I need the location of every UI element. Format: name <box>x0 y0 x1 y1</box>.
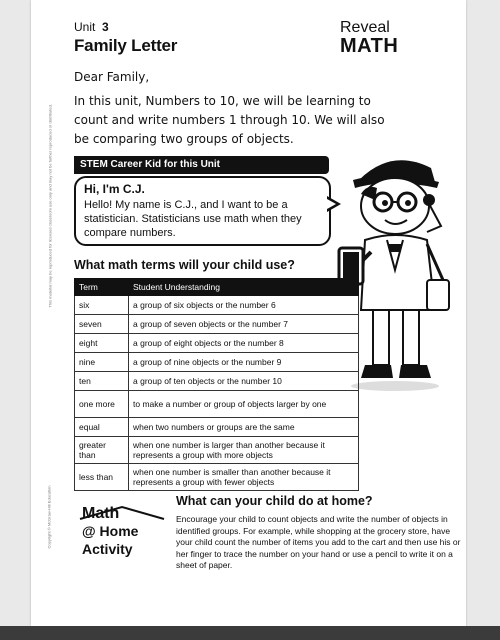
table-row: ten a group of ten objects or the number 10 <box>75 372 359 391</box>
home-activity-heading: What can your child do at home? <box>176 494 373 508</box>
terms-heading: What math terms will your child use? <box>74 258 295 272</box>
intro-letter <box>74 68 394 149</box>
home-activity-text: Encourage your child to count objects and write the number of objects in identified groups. For example, while shopping at the grocery store, have your child count the number of items you add to the cart and then use his or her finger to trace the number on your hand or use a pencil to write it on a sheet of paper. <box>176 514 461 570</box>
terms-table <box>74 278 359 491</box>
math-at-home-logo: Math @ Home Activity <box>76 505 168 565</box>
table-header-row <box>75 279 359 296</box>
unit-number: 3 <box>102 20 109 34</box>
table-row: six a group of six objects or the number 6 <box>75 296 359 315</box>
bubble-greeting: Hi, I'm C.J. <box>84 182 145 196</box>
col-term-header: Term <box>75 279 129 296</box>
table-row: equal when two numbers or groups are the same <box>75 418 359 437</box>
table-row: one more to make a number or group of objects larger by one <box>75 391 359 418</box>
intro-body: In this unit, Numbers to 10, we will be learning to count and write numbers 1 through 10. We will also be comparing two groups of objects. <box>74 94 385 146</box>
side-copyright: Copyright © McGraw-Hill Education <box>46 485 52 549</box>
side-legal-note: This material may be reproduced for licensed classroom use only and may not be further reproduced or distributed. <box>47 104 53 308</box>
table-row: eight a group of eight objects or the number 8 <box>75 334 359 353</box>
table-row: seven a group of seven objects or the number 7 <box>75 315 359 334</box>
stem-career-bar: STEM Career Kid for this Unit <box>74 156 329 174</box>
viewer-footer-bar <box>0 626 500 640</box>
speech-bubble <box>74 176 331 246</box>
reveal-math-logo: Reveal MATH <box>340 19 399 57</box>
page-title: Family Letter <box>74 36 178 55</box>
unit-label: Unit 3 <box>74 20 109 34</box>
col-understanding-header: Student Understanding <box>129 279 359 296</box>
table-row: nine a group of nine objects or the number 9 <box>75 353 359 372</box>
table-row: greater than when one number is larger than another because it represents a group with more objects <box>75 437 359 464</box>
worksheet-page <box>31 0 466 626</box>
greeting: Dear Family, <box>74 70 150 84</box>
bubble-text: Hello! My name is C.J., and I want to be a statistician. Statisticians use math when they compare numbers. <box>84 199 302 239</box>
table-row: less than when one number is smaller than another because it represents a group with fewer objects <box>75 464 359 491</box>
